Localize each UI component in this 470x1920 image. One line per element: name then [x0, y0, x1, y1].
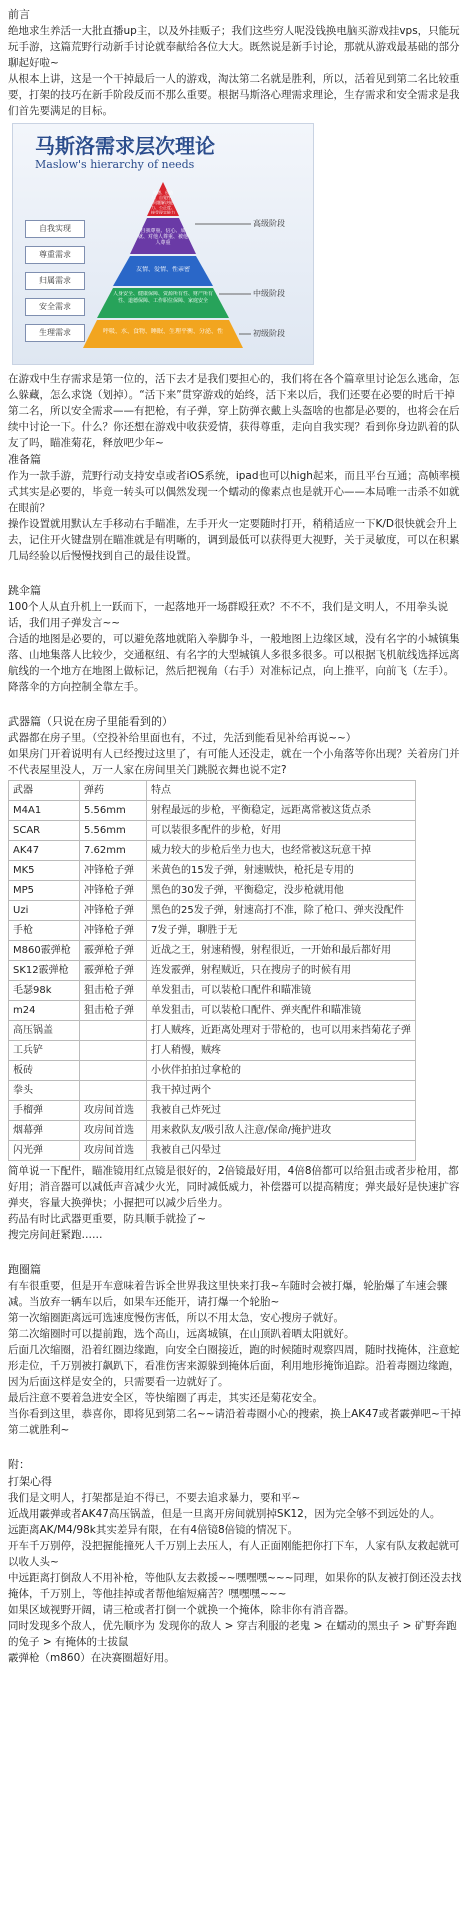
- ammo-cell: 攻房间首选: [80, 1121, 147, 1141]
- table-header-weapon: 武器: [9, 781, 80, 801]
- table-row: [9, 1021, 416, 1041]
- pyramid-label-esteem: 尊重需求: [25, 246, 85, 264]
- table-row: [9, 981, 416, 1001]
- poison-heading: 跑圈篇: [8, 1263, 41, 1276]
- weapons-paragraph-2: 如果房门开着说明有人已经搜过这里了，有可能人还没走，就在一个小角落等你出现？关着房门并不代表屋里没人，万一人家在房间里关门跳脱衣舞也说不定?: [8, 748, 460, 776]
- ammo-cell: 狙击枪子弹: [80, 981, 147, 1001]
- weapons-paragraph-5: 搜完房间赶紧跑……: [8, 1229, 103, 1241]
- layer-text-1: 道德、创造力、自觉性、问题解决能力、公正度、接受现实能力: [151, 190, 175, 214]
- weapons-heading: 武器篇（只说在房子里能看到的）: [8, 715, 173, 728]
- stage-low: 初级阶段: [253, 329, 285, 338]
- prep-heading: 准备篇: [8, 453, 41, 466]
- jump-paragraph-1: 100个人从直升机上一跃而下，一起落地开一场群殴狂欢？不不不，我们是文明人，不用拳头说话，我们用子弹发言~~: [8, 601, 449, 629]
- feature-cell: 打人贼疼，近距离处理对于带枪的，也可以用来挡菊花子弹: [147, 1021, 416, 1041]
- maslow-pyramid-image: [12, 123, 314, 365]
- layer-text-5: 呼吸、水、食物、睡眠、生理平衡、分泌、性: [102, 328, 223, 335]
- prep-paragraph-2: 操作设置就用默认左手移动右手瞄准，左手开火一定要随时打开，稍稍适应一下K/D很快就会升上去，记住开火键盘别在瞄准就是有明晰的，调到最低可以获得更大视野，关于灵敏度，可以在积累几局经验以后慢慢找到自己的最佳设置。: [8, 518, 460, 562]
- table-row: [9, 961, 416, 981]
- poison-paragraph-3: 第二次缩圈时可以提前跑，选个高山，远离城镇，在山顶趴着晒太阳就好。: [8, 1328, 355, 1340]
- weapon-name-cell: 烟幕弹: [9, 1121, 80, 1141]
- weapon-name-cell: 毛瑟98k: [9, 981, 80, 1001]
- table-row: [9, 1081, 416, 1101]
- ammo-cell: [80, 1041, 147, 1061]
- table-row: [9, 881, 416, 901]
- feature-cell: 单发狙击，可以装枪口配件、弹夹配件和瞄准镜: [147, 1001, 416, 1021]
- ammo-cell: 冲锋枪子弹: [80, 921, 147, 941]
- layer-text-4: 人身安全、健康保障、资源所有性、财产所有性、道德保障、工作职位保障、家庭安全: [112, 291, 213, 304]
- table-row: [9, 901, 416, 921]
- weapon-name-cell: m24: [9, 1001, 80, 1021]
- weapons-paragraph-3: 简单说一下配件，瞄准镜用红点镜是很好的，2倍镜最好用，4倍8倍都可以给狙击或者步枪用，都好用；消音器可以减低声音减少火光，同时减低威力，补偿器可以提高精度；弹夹最好是快速扩容弹夹，容量大换弹快；小握把可以减少后坐力。: [8, 1165, 460, 1209]
- prep-paragraph-1: 作为一款手游，荒野行动支持安卓或者iOS系统，ipad也可以high起来，而且平台互通；高帧率模式其实是必要的，毕竟一转头可以偶然发现一个蠕动的像素点也是就开心——本局唯一击杀不如就在眼前？: [8, 470, 460, 514]
- feature-cell: 小伙伴拍拍过拿枪的: [147, 1061, 416, 1081]
- weapons-paragraph-1: 武器都在房子里。（空投补给里面也有，不过，先活到能看见补给再说~~）: [8, 732, 357, 744]
- pyramid-title: 马斯洛需求层次理论: [35, 134, 215, 158]
- ammo-cell: 霰弹枪子弹: [80, 941, 147, 961]
- ammo-cell: [80, 1061, 147, 1081]
- weapons-table: [8, 780, 416, 1161]
- table-row: [9, 801, 416, 821]
- ammo-cell: 冲锋枪子弹: [80, 881, 147, 901]
- feature-cell: 我干掉过两个: [147, 1081, 416, 1101]
- table-row: [9, 1141, 416, 1161]
- weapon-name-cell: 板砖: [9, 1061, 80, 1081]
- poison-paragraph-2: 第一次缩圈距离远可选速度慢伤害低，所以不用太急，安心搜房子就好。: [8, 1312, 344, 1324]
- ammo-cell: 冲锋枪子弹: [80, 861, 147, 881]
- jump-paragraph-2: 合适的地图是必要的，可以避免落地就陷入拳脚争斗，一般地图上边缘区域，没有名字的小城镇集落、山地集落人比较少，交通枢纽、有名字的大型城镇人多很多很多。可以根据飞机航线选择远离航线的一个地方在地图上做标记，然后把视角（右手）对准标记点，向上推平，向前飞（左手）。降落伞的方向控制全靠左手。: [8, 633, 460, 693]
- feature-cell: 米黄色的15发子弹，射速贼快，枪托是专用的: [147, 861, 416, 881]
- table-header-feature: 特点: [147, 781, 416, 801]
- weapon-name-cell: M4A1: [9, 801, 80, 821]
- poison-paragraph-5: 最后注意不要着急进安全区，等快缩圈了再走，其实还是菊花安全。: [8, 1392, 323, 1404]
- ammo-cell: 5.56mm: [80, 821, 147, 841]
- feature-cell: 黑色的30发子弹，平衡稳定，没步枪就用他: [147, 881, 416, 901]
- feature-cell: 黑色的25发子弹，射速高打不准，除了枪口、弹夹没配件: [147, 901, 416, 921]
- table-row: [9, 841, 416, 861]
- weapon-name-cell: AK47: [9, 841, 80, 861]
- appendix-item: 开车千万别停，没把握能撞死人千万别上去压人，有人正面刚能把你打下车，人家有队友救起就可以收人头~: [8, 1540, 460, 1568]
- table-header-ammo: 弹药: [80, 781, 147, 801]
- appendix-item: 同时发现多个敌人，优先顺序为 发现你的敌人 > 穿吉利服的老鬼 > 在蠕动的黑虫子 > 矿野奔跑的兔子 > 有掩体的士拔鼠: [8, 1620, 457, 1648]
- pyramid-label-safety: 安全需求: [25, 298, 85, 316]
- jump-heading: 跳伞篇: [8, 584, 41, 597]
- poison-paragraph-6: 当你看到这里，恭喜你，即将见到第二名~~请沿着毒圈小心的搜索，换上AK47或者霰弹吧~干掉第二就胜利~: [8, 1408, 461, 1436]
- table-row: [9, 1061, 416, 1081]
- ammo-cell: 5.56mm: [80, 801, 147, 821]
- weapon-name-cell: M860霰弹枪: [9, 941, 80, 961]
- weapon-name-cell: 手枪: [9, 921, 80, 941]
- intro-paragraph-1: 绝地求生养活一大批直播up主，以及外挂贩子；我们这些穷人呢没钱换电脑买游戏挂vps，只能玩玩手游，这篇荒野行动新手讨论就奉献给各位大大。既然说是新手讨论，那就从游戏最基础的部分聊起好啦~: [8, 25, 460, 69]
- appendix-item: 中远距离打倒敌人不用补枪，等他队友去救援~~嘿嘿嘿~~~同理，如果你的队友被打倒还没去找掩体，千万别上，等他挂掉或者帮他缩短痛苦？嘿嘿嘿~~~: [8, 1572, 462, 1600]
- table-row: [9, 1001, 416, 1021]
- feature-cell: 可以装很多配件的步枪，好用: [147, 821, 416, 841]
- ammo-cell: 7.62mm: [80, 841, 147, 861]
- weapon-name-cell: 工兵铲: [9, 1041, 80, 1061]
- poison-paragraph-4: 后面几次缩圈，沿着红圈边缘跑，向安全白圈接近，跑的时候随时观察四周，随时找掩体，注意蛇形走位，千万别被打飙趴下，看准伤害来源躲到掩体后面，利用地形掩饰追踪。沿着毒圈边缘跑，因为后面这样是安全的，只需要看一边就好了。: [8, 1344, 460, 1388]
- survival-paragraph: 在游戏中生存需求是第一位的，活下去才是我们要担心的，我们将在各个篇章里讨论怎么逃命，怎么躲藏，怎么求饶（划掉）。“活下来”贯穿游戏的始终，活下来以后，我们还要在必要的时后干掉第二名，所以安全需求——有把枪，有子弹，穿上防弹衣戴上头盔啥的也都是必要的，也将会在后续中讨论一下。什么？你还想在游戏中收获爱情，获得尊重，走向自我实现？看到你身边趴着的队友了吗，瞄准菊花，释放吧少年~: [8, 373, 460, 449]
- feature-cell: 近战之王，射速稍慢，射程很近，一开始和最后都好用: [147, 941, 416, 961]
- feature-cell: 我被自己炸死过: [147, 1101, 416, 1121]
- weapon-name-cell: 手榴弹: [9, 1101, 80, 1121]
- table-row: [9, 1041, 416, 1061]
- ammo-cell: 霰弹枪子弹: [80, 961, 147, 981]
- table-row: [9, 861, 416, 881]
- pyramid-subtitle: Maslow's hierarchy of needs: [35, 158, 195, 171]
- table-row: [9, 821, 416, 841]
- pyramid-label-self: 自我实现: [25, 220, 85, 238]
- stage-mid: 中级阶段: [253, 289, 285, 298]
- table-row: [9, 941, 416, 961]
- weapon-name-cell: 高压锅盖: [9, 1021, 80, 1041]
- feature-cell: 射程最远的步枪，平衡稳定，远距离常被这货点杀: [147, 801, 416, 821]
- weapon-name-cell: SK12霰弹枪: [9, 961, 80, 981]
- weapon-name-cell: 拳头: [9, 1081, 80, 1101]
- table-header-row: [9, 781, 416, 801]
- ammo-cell: 冲锋枪子弹: [80, 901, 147, 921]
- appendix-item: 如果区域视野开阔，请三枪或者打倒一个就换一个掩体，除非你有消音器。: [8, 1604, 355, 1616]
- pyramid-label-physiological: 生理需求: [25, 324, 85, 342]
- layer-text-3: 友情、爱情、性亲密: [135, 266, 190, 273]
- intro-paragraph-2: 从根本上讲，这是一个干掉最后一人的游戏，淘汰第二名就是胜利，所以，活着见到第二名比较重要，打架的技巧在新手阶段反而不那么重要。根据马斯洛心理需求理论，生存需求和安全需求是我们首先要满足的目标。: [8, 73, 460, 117]
- appendix-item: 霰弹枪（m860）在决赛圈超好用。: [8, 1652, 175, 1664]
- ammo-cell: [80, 1021, 147, 1041]
- feature-cell: 我被自己闪晕过: [147, 1141, 416, 1161]
- appendix-heading: 附：: [8, 1458, 30, 1471]
- table-row: [9, 1121, 416, 1141]
- ammo-cell: 狙击枪子弹: [80, 1001, 147, 1021]
- appendix-item: 远距离AK/M4/98k其实差异有限，在有4倍镜8倍镜的情况下。: [8, 1524, 299, 1536]
- feature-cell: 用来救队友/吸引敌人注意/保命/掩护进攻: [147, 1121, 416, 1141]
- appendix-subheading: 打架心得: [8, 1475, 52, 1488]
- feature-cell: 单发狙击，可以装枪口配件和瞄准镜: [147, 981, 416, 1001]
- weapon-name-cell: MK5: [9, 861, 80, 881]
- appendix-list: [0, 1490, 470, 1666]
- weapon-name-cell: 闪光弹: [9, 1141, 80, 1161]
- appendix-item: 我们是文明人，打架都是迫不得已，不要去追求暴力，要和平~: [8, 1492, 301, 1504]
- ammo-cell: 攻房间首选: [80, 1141, 147, 1161]
- feature-cell: 打人稍慢，贼疼: [147, 1041, 416, 1061]
- table-row: [9, 1101, 416, 1121]
- weapon-name-cell: Uzi: [9, 901, 80, 921]
- poison-paragraph-1: 有车很重要，但是开车意味着告诉全世界我这里快来打我~车随时会被打爆，轮胎爆了车速会骤减。当放弃一辆车以后，如果车还能开，请打爆一个轮胎~: [8, 1280, 448, 1308]
- weapons-paragraph-4: 药品有时比武器更重要，防具顺手就捡了~: [8, 1213, 206, 1225]
- weapon-name-cell: MP5: [9, 881, 80, 901]
- appendix-item: 近战用霰弹或者AK47高压锅盖，但是一旦离开房间就别掉SK12，因为完全够不到远处的人。: [8, 1508, 441, 1520]
- stage-high: 高级阶段: [253, 219, 285, 228]
- feature-cell: 威力较大的步枪后坐力也大，也经常被这玩意干掉: [147, 841, 416, 861]
- table-row: [9, 921, 416, 941]
- feature-cell: 7发子弹，聊胜于无: [147, 921, 416, 941]
- weapon-name-cell: SCAR: [9, 821, 80, 841]
- ammo-cell: [80, 1081, 147, 1101]
- ammo-cell: 攻房间首选: [80, 1101, 147, 1121]
- intro-heading: 前言: [8, 8, 30, 21]
- feature-cell: 连发霰弹，射程贼近，只在搜房子的时候有用: [147, 961, 416, 981]
- layer-text-2: 自我尊重、信心、成就、对他人尊重、被他人尊重: [137, 228, 188, 246]
- pyramid-label-belonging: 归属需求: [25, 272, 85, 290]
